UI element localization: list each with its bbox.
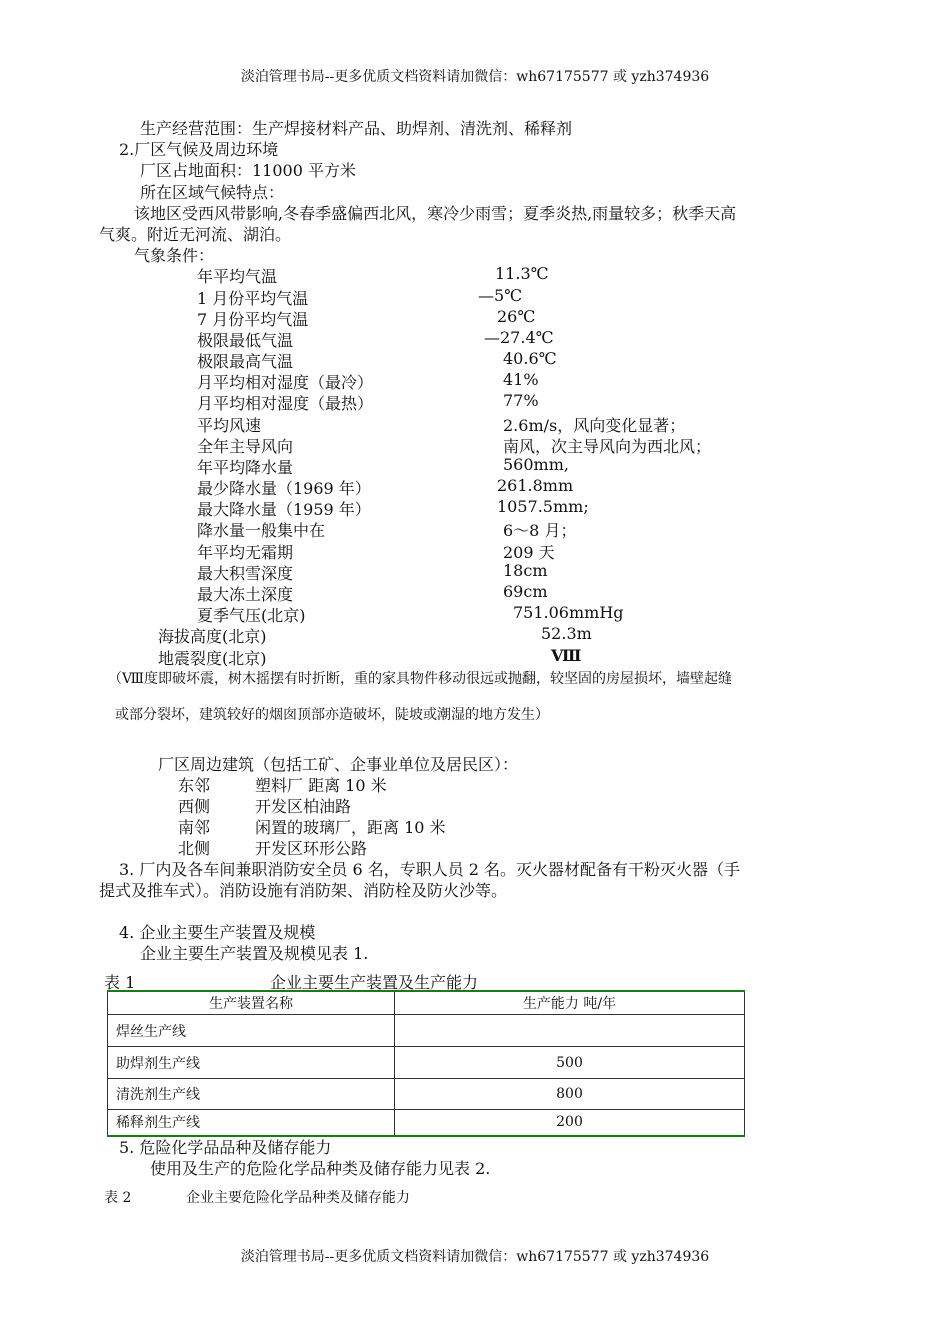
surround-direction: 西侧 xyxy=(178,797,211,816)
meteo-label-item: 最少降水量（1969 年） xyxy=(197,479,371,498)
surround-direction: 北侧 xyxy=(178,839,211,858)
device-name: 焊丝生产线 xyxy=(108,1015,395,1047)
meteo-label: 气象条件： xyxy=(134,246,215,265)
section-3-line-2: 提式及推车式）。消防设施有消防架、消防栓及防火沙等。 xyxy=(99,881,508,900)
meteo-value: 69cm xyxy=(503,582,548,601)
device-name: 稀释剂生产线 xyxy=(108,1110,395,1136)
capacity-value: 800 xyxy=(395,1079,745,1110)
column-header: 生产装置名称 xyxy=(108,991,395,1015)
climate-line-2: 气爽。附近无河流、湖泊。 xyxy=(99,225,292,244)
meteo-label-item: 最大降水量（1959 年） xyxy=(197,500,371,519)
meteo-label-item: 平均风速 xyxy=(197,416,262,435)
meteo-label-item: 海拔高度(北京) xyxy=(158,627,267,646)
column-header: 生产能力 吨/年 xyxy=(395,991,745,1015)
meteo-label-item: 年平均气温 xyxy=(197,267,278,286)
meteo-label-item: 月平均相对湿度（最冷） xyxy=(197,373,374,392)
meteo-value: 1057.5mm; xyxy=(497,497,589,516)
meteo-label-item: 7 月份平均气温 xyxy=(197,310,309,329)
meteo-label-item: 极限最高气温 xyxy=(197,352,294,371)
meteo-label-item: 年平均降水量 xyxy=(197,458,294,477)
surround-direction: 东邻 xyxy=(178,776,211,795)
table-row xyxy=(108,1079,745,1110)
production-table xyxy=(107,990,745,1137)
table-header-row xyxy=(108,991,745,1015)
device-name: 助焊剂生产线 xyxy=(108,1047,395,1079)
surround-label: 厂区周边建筑（包括工矿、企事业单位及居民区）： xyxy=(158,755,519,774)
table-2-label: 表 2 xyxy=(104,1190,132,1206)
table-row xyxy=(108,1015,745,1047)
meteo-value: 560mm, xyxy=(503,455,569,474)
meteo-value: 11.3℃ xyxy=(495,264,549,283)
meteo-value: 209 天 xyxy=(503,543,555,562)
meteo-value: 40.6℃ xyxy=(503,349,557,368)
meteo-label-item: 地震裂度(北京) xyxy=(158,649,267,668)
meteo-value: 南风，次主导风向为西北风； xyxy=(503,437,712,456)
meteo-label-item: 极限最低气温 xyxy=(197,331,294,350)
climate-label: 所在区域气候特点： xyxy=(140,183,285,202)
section-2-heading: 2.厂区气候及周边环境 xyxy=(119,140,279,159)
surround-description: 开发区环形公路 xyxy=(255,839,368,858)
site-area: 厂区占地面积：11000 平方米 xyxy=(140,161,356,180)
meteo-value: 52.3m xyxy=(541,624,592,643)
section-3-line-1: 3. 厂内及各车间兼职消防安全员 6 名，专职人员 2 名。灭火器材配备有干粉灭火器（手 xyxy=(119,860,741,879)
section-4-heading: 4. 企业主要生产装置及规模 xyxy=(119,923,316,942)
business-scope: 生产经营范围：生产焊接材料产品、助焊剂、清洗剂、稀释剂 xyxy=(140,119,573,138)
capacity-value: 200 xyxy=(395,1110,745,1136)
meteo-value: Ⅷ xyxy=(551,646,582,665)
table-1-caption: 企业主要生产装置及生产能力 xyxy=(270,973,479,992)
meteo-label-item: 1 月份平均气温 xyxy=(197,289,309,308)
climate-line-1: 该地区受西风带影响,冬春季盛偏西北风，寒冷少雨雪；夏季炎热,雨量较多；秋季天高 xyxy=(134,204,737,223)
capacity-value: 500 xyxy=(395,1047,745,1079)
table-row xyxy=(108,1110,745,1136)
device-name: 清洗剂生产线 xyxy=(108,1079,395,1110)
surround-description: 开发区柏油路 xyxy=(255,797,352,816)
quake-note-line-2: 或部分裂坏，建筑较好的烟囱顶部亦造破坏，陡坡或潮湿的地方发生） xyxy=(115,707,549,723)
meteo-value: 261.8mm xyxy=(497,476,574,495)
meteo-label-item: 最大冻土深度 xyxy=(197,585,294,604)
meteo-value: 6～8 月； xyxy=(503,521,577,540)
surround-description: 闲置的玻璃厂，距离 10 米 xyxy=(255,818,446,837)
meteo-value: 2.6m/s，风向变化显著； xyxy=(503,416,686,435)
surround-direction: 南邻 xyxy=(178,818,211,837)
section-5-intro: 使用及生产的危险化学品种类及储存能力见表 2. xyxy=(150,1159,491,1178)
meteo-value: 751.06mmHg xyxy=(513,603,624,622)
meteo-label-item: 降水量一般集中在 xyxy=(197,521,326,540)
meteo-value: —27.4℃ xyxy=(484,328,554,347)
capacity-value xyxy=(395,1015,745,1047)
table-row xyxy=(108,1047,745,1079)
page-footer: 淡泊管理书局--更多优质文档资料请加微信：wh67175577 或 yzh374936 xyxy=(240,1249,710,1265)
meteo-label-item: 月平均相对湿度（最热） xyxy=(197,394,374,413)
meteo-value: 41% xyxy=(503,370,539,389)
section-4-intro: 企业主要生产装置及规模见表 1. xyxy=(140,944,369,963)
page-header: 淡泊管理书局--更多优质文档资料请加微信：wh67175577 或 yzh374936 xyxy=(240,69,710,85)
meteo-value: 26℃ xyxy=(497,307,536,326)
surround-description: 塑料厂 距离 10 米 xyxy=(255,776,387,795)
section-5-heading: 5. 危险化学品品种及储存能力 xyxy=(119,1138,332,1157)
table-2-caption: 企业主要危险化学品种类及储存能力 xyxy=(186,1190,410,1206)
meteo-value: 77% xyxy=(503,391,539,410)
quake-note-line-1: （Ⅷ度即破坏震，树木摇摆有时折断，重的家具物件移动很远或抛翻，较坚固的房屋损坏，墙壁起缝 xyxy=(108,671,733,687)
meteo-label-item: 夏季气压(北京) xyxy=(197,606,306,625)
meteo-label-item: 全年主导风向 xyxy=(197,437,294,456)
table-1-label: 表 1 xyxy=(104,973,136,992)
meteo-label-item: 最大积雪深度 xyxy=(197,564,294,583)
meteo-value: —5℃ xyxy=(478,286,523,305)
meteo-label-item: 年平均无霜期 xyxy=(197,543,294,562)
meteo-value: 18cm xyxy=(503,561,548,580)
